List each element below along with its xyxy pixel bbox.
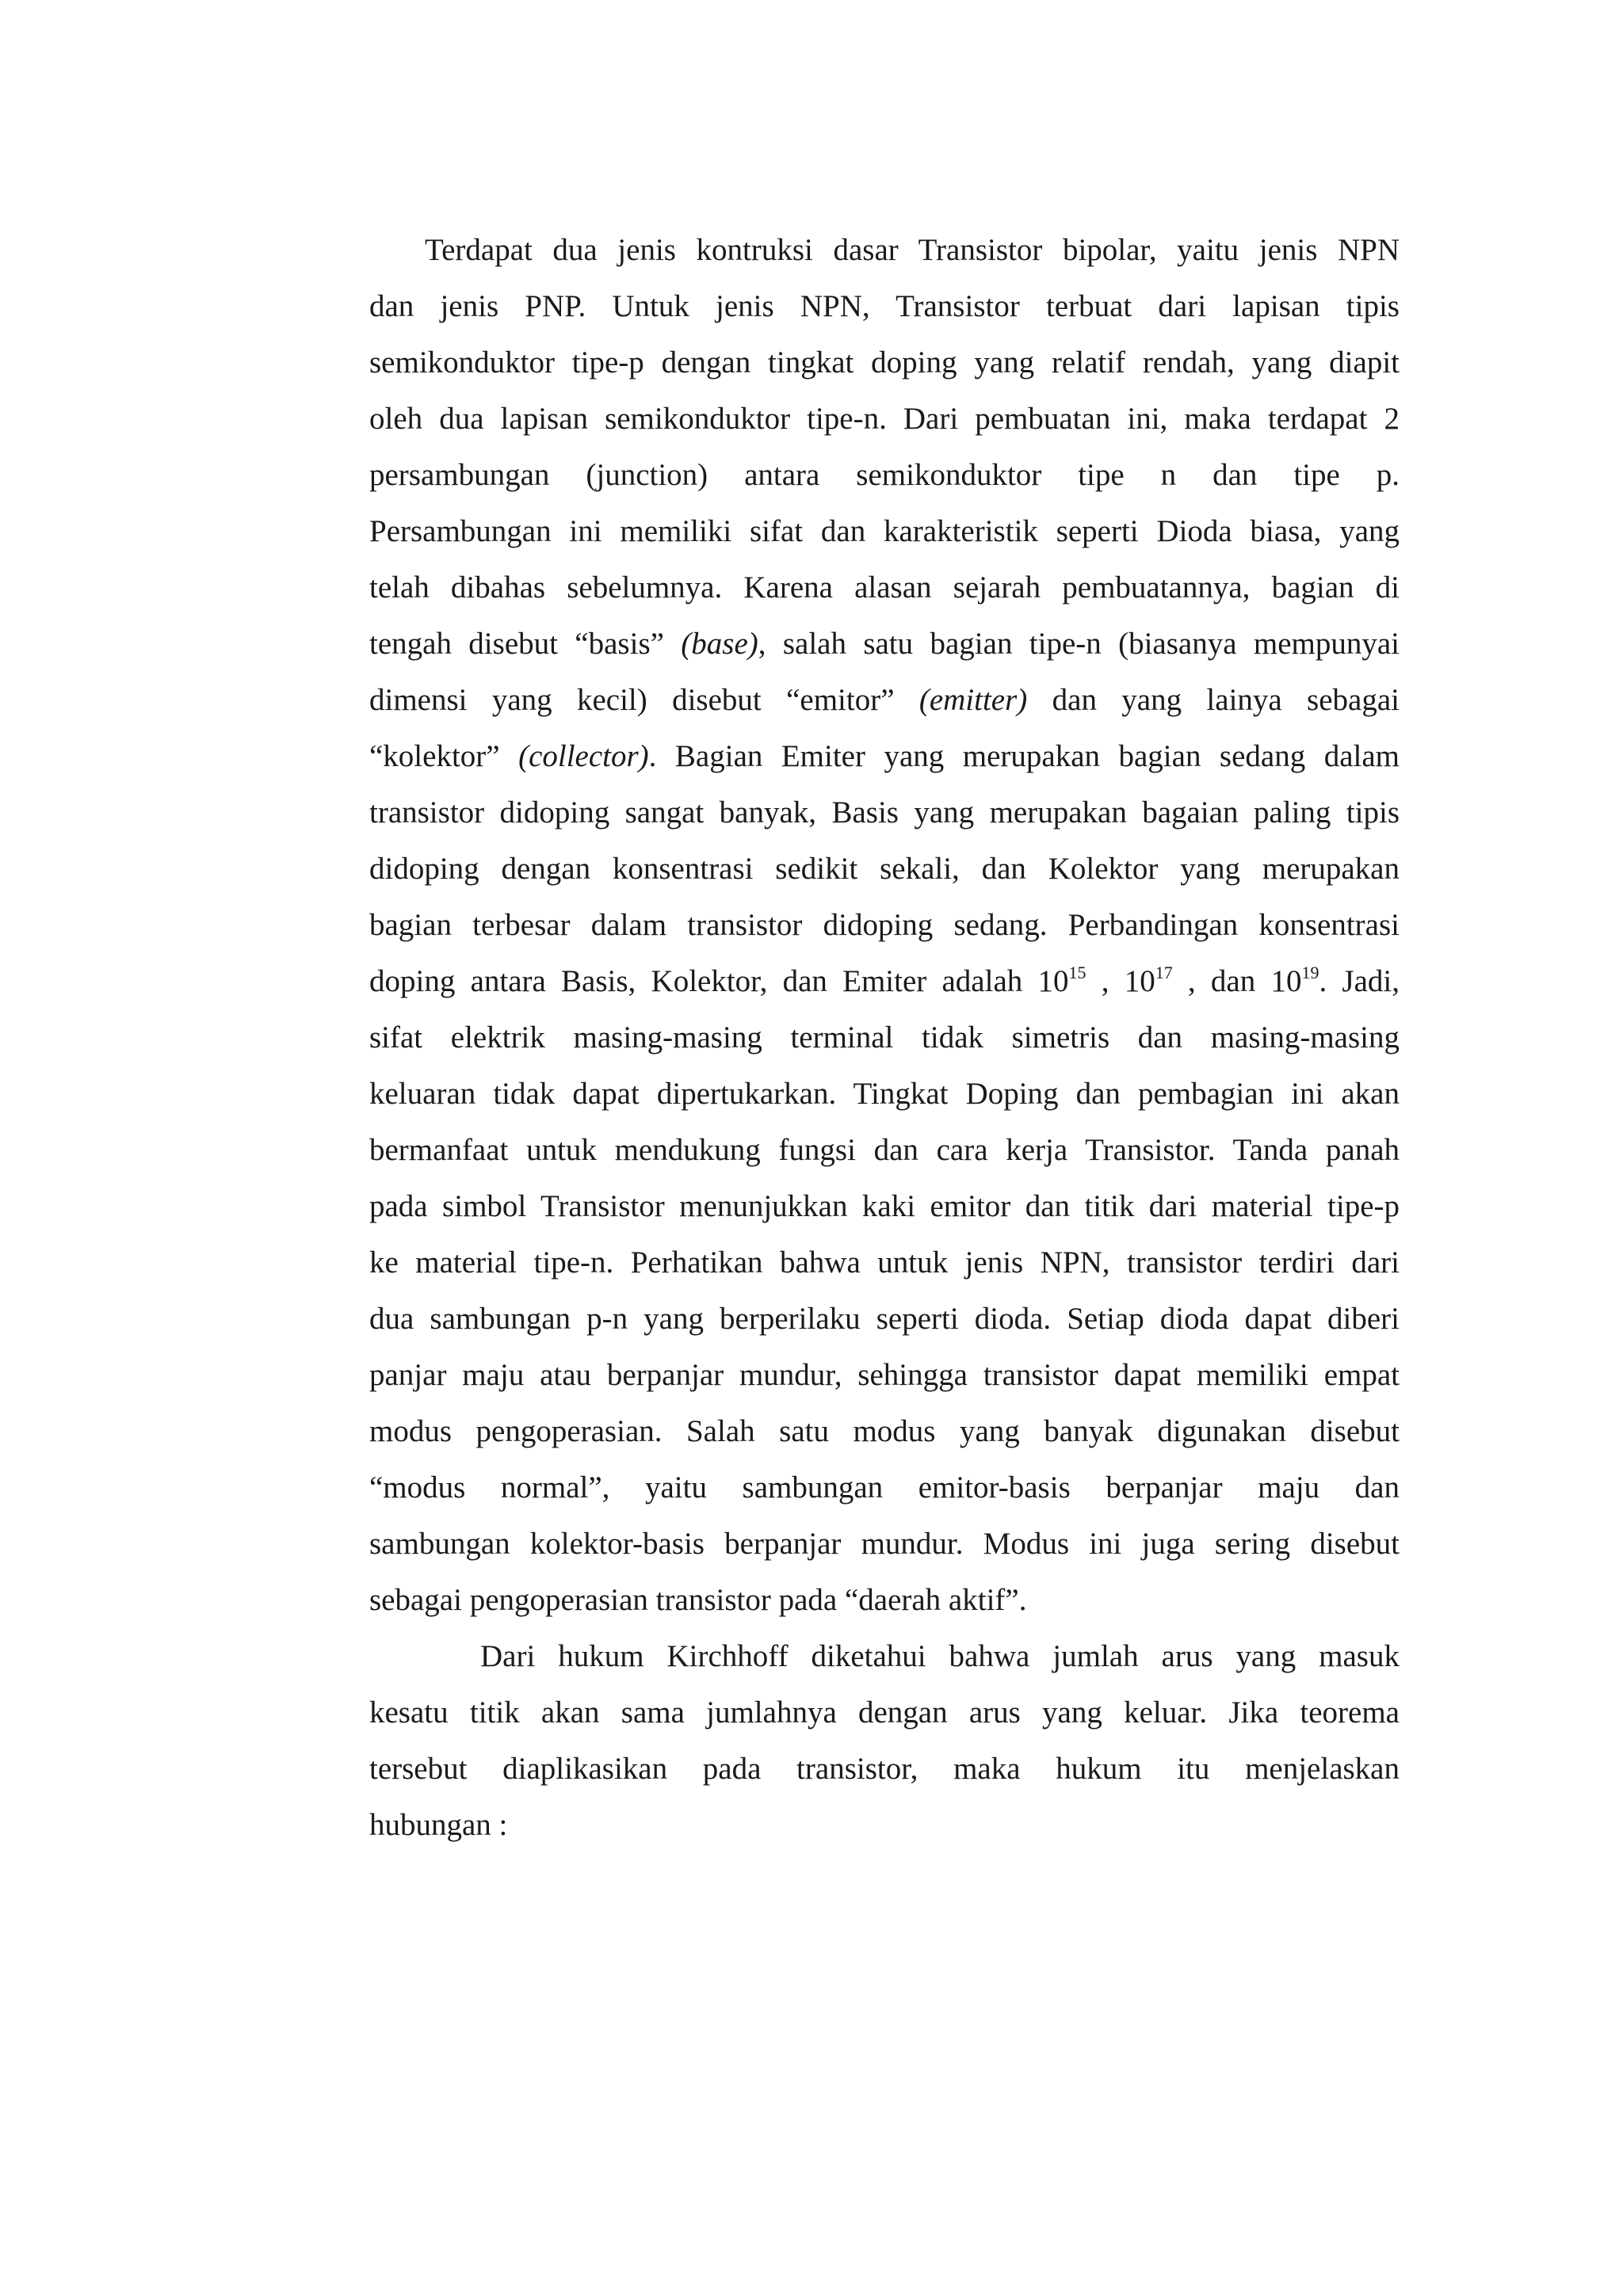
text-run: tengah disebut “basis” — [369, 627, 682, 661]
text-line: didoping dengan konsentrasi sedikit sekali, dan Kolektor yang merupakan — [369, 852, 1400, 886]
text-line — [369, 728, 1400, 784]
text-line: Terdapat dua jenis kontruksi dasar Transistor bipolar, yaitu jenis NPN — [425, 233, 1400, 267]
exponent: 19 — [1301, 963, 1319, 982]
text-line: oleh dua lapisan semikonduktor tipe-n. Dari pembuatan ini, maka terdapat 2 — [369, 402, 1400, 436]
text-line: sambungan kolektor-basis berpanjar mundur. Modus ini juga sering disebut — [369, 1527, 1400, 1561]
body-text — [369, 222, 1400, 1853]
text-line: Dari hukum Kirchhoff diketahui bahwa jumlah arus yang masuk — [480, 1639, 1400, 1673]
text-line: dan jenis PNP. Untuk jenis NPN, Transistor terbuat dari lapisan tipis — [369, 289, 1400, 323]
text-line: tersebut diaplikasikan pada transistor, maka hukum itu menjelaskan — [369, 1752, 1400, 1786]
text-line: dua sambungan p-n yang berperilaku seperti dioda. Setiap dioda dapat diberi — [369, 1302, 1400, 1336]
text-run: doping antara Basis, Kolektor, dan Emiter adalah 10 — [369, 964, 1069, 998]
text-run: dimensi yang kecil) disebut “emitor” — [369, 683, 919, 717]
text-line — [369, 953, 1400, 1009]
paragraph-kirchhoff — [369, 1628, 1400, 1853]
text-line: ke material tipe-n. Perhatikan bahwa untuk jenis NPN, transistor terdiri dari — [369, 1245, 1400, 1280]
text-line: bermanfaat untuk mendukung fungsi dan cara kerja Transistor. Tanda panah — [369, 1133, 1400, 1167]
text-line: modus pengoperasian. Salah satu modus yang banyak digunakan disebut — [369, 1414, 1400, 1448]
text-run: . Bagian Emiter yang merupakan bagian sedang dalam — [648, 739, 1400, 773]
text-run: “kolektor” — [369, 739, 519, 773]
text-line: semikonduktor tipe-p dengan tingkat doping yang relatif rendah, yang diapit — [369, 345, 1400, 379]
exponent: 17 — [1155, 963, 1173, 982]
text-line: bagian terbesar dalam transistor didoping sedang. Perbandingan konsentrasi — [369, 908, 1400, 942]
text-run: dan yang lainya sebagai — [1027, 683, 1400, 717]
italic-term-emitter: (emitter) — [918, 683, 1028, 717]
text-line: pada simbol Transistor menunjukkan kaki emitor dan titik dari material tipe-p — [369, 1189, 1400, 1223]
text-line: persambungan (junction) antara semikonduktor tipe n dan tipe p. — [369, 458, 1400, 492]
text-line: hubungan : — [369, 1808, 508, 1842]
text-run: . Jadi, — [1319, 964, 1400, 998]
italic-term-collector: (collector) — [518, 739, 649, 773]
text-line: sebagai pengoperasian transistor pada “daerah aktif”. — [369, 1583, 1027, 1617]
text-line: Persambungan ini memiliki sifat dan karakteristik seperti Dioda biasa, yang — [369, 514, 1400, 548]
text-run: , dan 10 — [1172, 964, 1302, 998]
paragraph-transistor-construction — [369, 222, 1400, 1628]
text-line: panjar maju atau berpanjar mundur, sehingga transistor dapat memiliki empat — [369, 1358, 1400, 1392]
text-line: transistor didoping sangat banyak, Basis yang merupakan bagaian paling tipis — [369, 795, 1400, 830]
text-line: kesatu titik akan sama jumlahnya dengan arus yang keluar. Jika teorema — [369, 1695, 1400, 1730]
text-run: , salah satu bagian tipe-n (biasanya mempunyai — [758, 627, 1400, 661]
text-line: keluaran tidak dapat dipertukarkan. Tingkat Doping dan pembagian ini akan — [369, 1077, 1400, 1111]
text-line: telah dibahas sebelumnya. Karena alasan sejarah pembuatannya, bagian di — [369, 570, 1400, 605]
text-line: sifat elektrik masing-masing terminal tidak simetris dan masing-masing — [369, 1020, 1400, 1055]
text-line — [369, 616, 1400, 672]
text-line — [369, 672, 1400, 728]
text-run: , 10 — [1086, 964, 1155, 998]
text-line: “modus normal”, yaitu sambungan emitor-basis berpanjar maju dan — [369, 1470, 1400, 1505]
italic-term-base: (base) — [681, 627, 758, 661]
exponent: 15 — [1068, 963, 1086, 982]
